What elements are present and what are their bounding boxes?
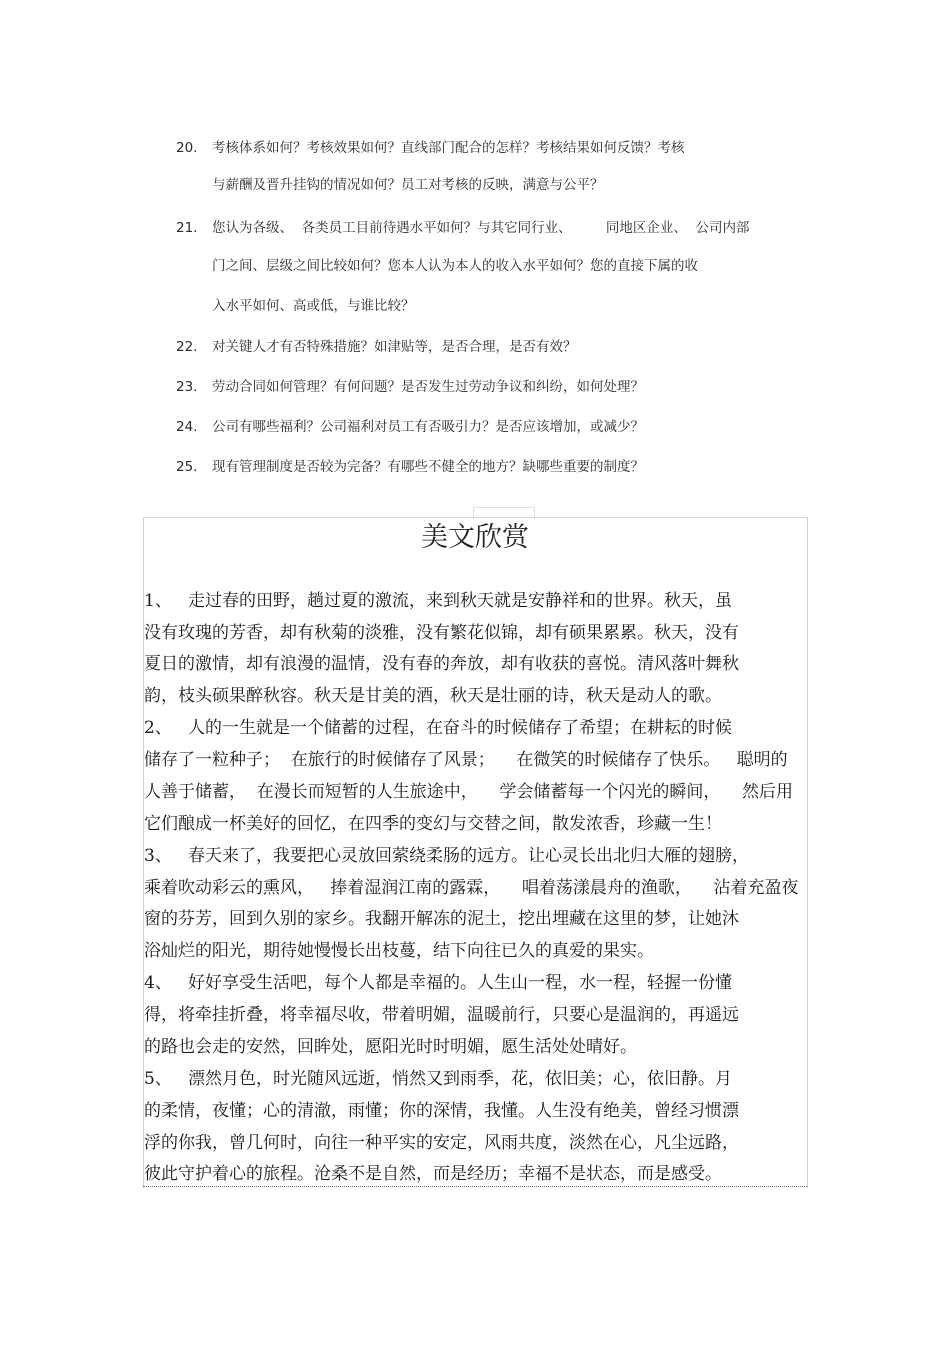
- question-number: 22.: [176, 339, 198, 355]
- question-number: 23.: [176, 379, 198, 395]
- essay-line: 窗的芬芳，回到久别的家乡。我翻开解冻的泥土，挖出埋藏在这里的梦，让她沐: [144, 909, 739, 929]
- essay-line: 3、 春天来了，我要把心灵放回萦绕柔肠的远方。让心灵长出北归大雁的翅膀，: [144, 846, 750, 866]
- question-text: 劳动合同如何管理？有何问题？是否发生过劳动争议和纠纷，如何处理？: [212, 379, 644, 395]
- essay-line: 的柔情，夜懂；心的清澈，雨懂；你的深情，我懂。人生没有绝美，曾经习惯漂: [144, 1101, 739, 1121]
- essay-line: 韵，枝头硕果醉秋容。秋天是甘美的酒，秋天是壮丽的诗，秋天是动人的歌。: [144, 686, 722, 706]
- question-text: 入水平如何、高或低，与谁比较？: [212, 298, 415, 314]
- question-text: 现有管理制度是否较为完备？有哪些不健全的地方？缺哪些重要的制度？: [212, 459, 644, 475]
- essay-title: 美文欣赏: [421, 522, 529, 553]
- question-text: 您认为各级、 各类员工目前待遇水平如何？与其它同行业、 同地区企业、 公司内部: [212, 220, 750, 236]
- question-number: 21.: [176, 220, 198, 236]
- essay-line: 它们酿成一杯美好的回忆，在四季的变幻与交替之间，散发浓香，珍藏一生！: [144, 814, 722, 834]
- essay-line: 浮的你我，曾几何时，向往一种平实的安定，风雨共度，淡然在心，凡尘远路，: [144, 1133, 739, 1153]
- essay-frame-bottom: [143, 1186, 807, 1187]
- essay-line: 1、 走过春的田野，趟过夏的激流，来到秋天就是安静祥和的世界。秋天，虽: [144, 591, 733, 611]
- essay-line: 得，将牵挂折叠，将幸福尽收，带着明媚，温暖前行，只要心是温润的，再遥远: [144, 1005, 739, 1025]
- question-number: 20.: [176, 140, 198, 156]
- essay-line: 4、 好好享受生活吧，每个人都是幸福的。人生山一程，水一程，轻握一份懂: [144, 973, 733, 993]
- essay-line: 夏日的激情，却有浪漫的温情，没有春的奔放，却有收获的喜悦。清风落叶舞秋: [144, 654, 739, 674]
- essay-line: 的路也会走的安然，回眸处，愿阳光时时明媚，愿生活处处晴好。: [144, 1037, 637, 1057]
- essay-line: 人善于储蓄， 在漫长而短暂的人生旅途中， 学会储蓄每一个闪光的瞬间， 然后用: [144, 782, 794, 802]
- essay-line: 5、 漂然月色，时光随风远逝，悄然又到雨季，花，依旧美；心，依旧静。月: [144, 1069, 733, 1089]
- essay-line: 储存了一粒种子； 在旅行的时候储存了风景； 在微笑的时候储存了快乐。 聪明的: [144, 750, 788, 770]
- question-text: 与薪酬及晋升挂钩的情况如何？员工对考核的反映，满意与公平？: [212, 177, 604, 193]
- essay-line: 乘着吹动彩云的熏风， 捧着湿润江南的露霖， 唱着荡漾晨舟的渔歌， 沾着充盈夜: [144, 878, 799, 898]
- question-text: 对关键人才有否特殊措施？如津贴等，是否合理，是否有效？: [212, 339, 577, 355]
- essay-line: 彼此守护着心的旅程。沧桑不是自然，而是经历；幸福不是状态，而是感受。: [144, 1164, 722, 1184]
- question-text: 门之间、层级之间比较如何？您本人认为本人的收入水平如何？您的直接下属的收: [212, 258, 698, 274]
- question-text: 公司有哪些福利？公司福利对员工有否吸引力？是否应该增加，或减少？: [212, 419, 644, 435]
- question-text: 考核体系如何？考核效果如何？直线部门配合的怎样？考核结果如何反馈？考核: [212, 140, 685, 156]
- essay-line: 2、 人的一生就是一个储蓄的过程，在奋斗的时候储存了希望；在耕耘的时候: [144, 718, 733, 738]
- question-number: 24.: [176, 419, 198, 435]
- question-number: 25.: [176, 459, 198, 475]
- essay-line: 没有玫瑰的芳香，却有秋菊的淡雅，没有繁花似锦，却有硕果累累。秋天，没有: [144, 623, 739, 643]
- essay-line: 浴灿烂的阳光，期待她慢慢长出枝蔓，结下向往已久的真爱的果实。: [144, 941, 654, 961]
